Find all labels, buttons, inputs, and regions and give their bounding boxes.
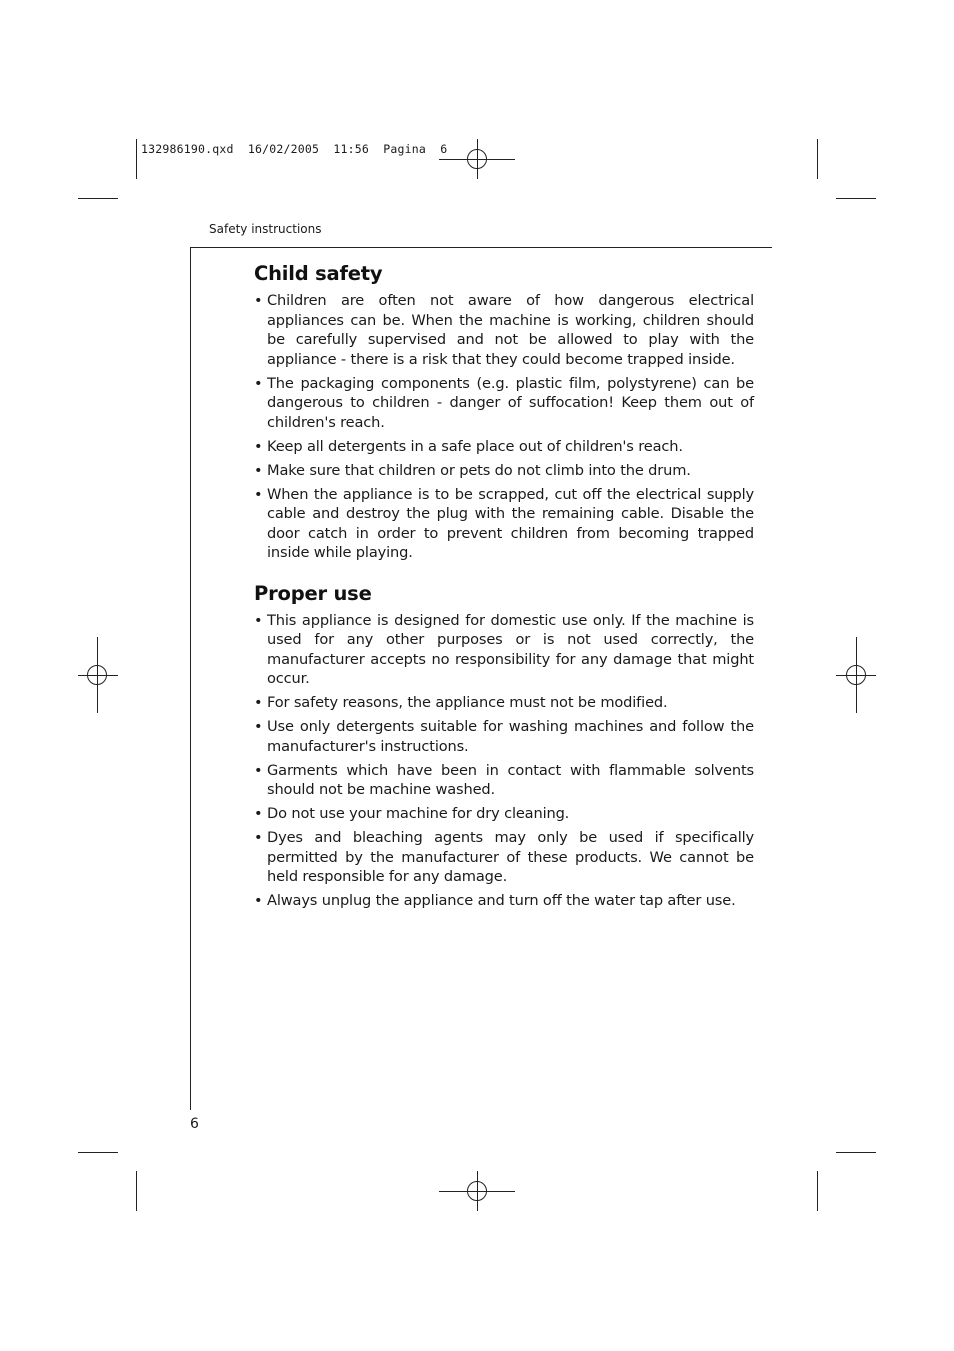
list-item: • The packaging components (e.g. plastic film, polystyrene) can be dangerous to children - danger of suffocation! Keep them out of children's reach. (254, 374, 754, 433)
list-item: • Use only detergents suitable for washing machines and follow the manufacturer's instructions. (254, 717, 754, 756)
section-heading-proper-use: Proper use (254, 581, 372, 605)
list-item: • For safety reasons, the appliance must not be modified. (254, 693, 754, 713)
list-item: • Do not use your machine for dry cleaning. (254, 804, 754, 824)
list-item: • Make sure that children or pets do not climb into the drum. (254, 461, 754, 481)
crop-mark (836, 1152, 876, 1153)
crop-mark (817, 139, 818, 179)
crop-mark (836, 198, 876, 199)
crop-mark (136, 139, 137, 179)
running-head: Safety instructions (209, 222, 322, 236)
main-content (254, 262, 754, 915)
list-item: • Keep all detergents in a safe place out of children's reach. (254, 437, 754, 457)
list-item: • Dyes and bleaching agents may only be used if specifically permitted by the manufacturer of these products. We cannot be held responsible for any damage. (254, 828, 754, 887)
list-item: • Children are often not aware of how dangerous electrical appliances can be. When the machine is working, children should be carefully supervised and not be allowed to play with the appliance - there is a risk that they could become trapped inside. (254, 291, 754, 369)
child-safety-list (254, 291, 754, 563)
list-item: • Always unplug the appliance and turn off the water tap after use. (254, 891, 754, 911)
crop-mark (78, 1152, 118, 1153)
margin-rule (190, 247, 191, 1110)
list-item: • Garments which have been in contact with flammable solvents should not be machine washed. (254, 761, 754, 800)
crop-mark (136, 1171, 137, 1211)
print-slug: 132986190.qxd 16/02/2005 11:56 Pagina 6 (141, 142, 448, 156)
section-heading-child-safety: Child safety (254, 262, 383, 285)
proper-use-list (254, 611, 754, 911)
crop-mark (817, 1171, 818, 1211)
page-number: 6 (190, 1116, 199, 1132)
header-rule (190, 247, 772, 248)
crop-mark (78, 198, 118, 199)
list-item: • When the appliance is to be scrapped, cut off the electrical supply cable and destroy the plug with the remaining cable. Disable the door catch in order to prevent children from becoming trapped inside while playing. (254, 485, 754, 563)
list-item: • This appliance is designed for domestic use only. If the machine is used for any other purposes or is not used correctly, the manufacturer accepts no responsibility for any damage that might occur. (254, 611, 754, 689)
